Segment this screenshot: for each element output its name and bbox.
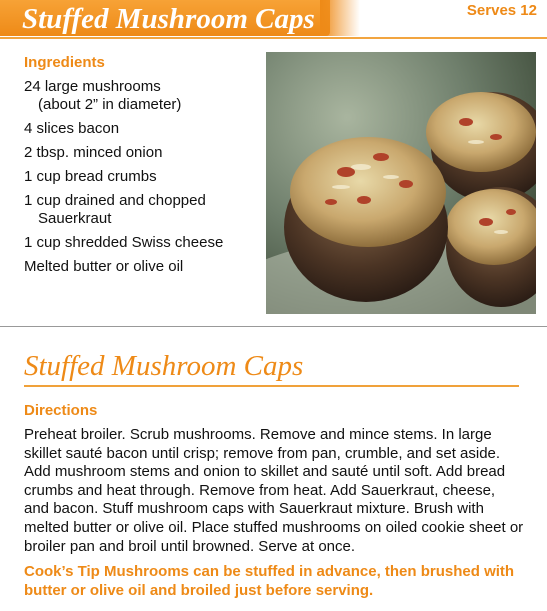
ingredient-item [24, 168, 254, 186]
ingredient-text: Melted butter or olive oil [24, 258, 184, 275]
ingredient-text: 1 cup bread crumbs [24, 168, 157, 185]
serves-label: Serves 12 [466, 2, 537, 19]
ingredient-text: 1 cup drained and chopped [24, 192, 206, 209]
directions-title: Stuffed Mushroom Caps [24, 350, 304, 382]
ingredient-text: 1 cup shredded Swiss cheese [24, 234, 224, 251]
ingredient-item [24, 192, 254, 228]
ingredient-item [24, 78, 254, 114]
ingredient-item [24, 144, 254, 162]
ingredients-list [24, 78, 254, 282]
ingredient-item [24, 234, 254, 252]
banner-rule [0, 37, 547, 39]
ingredient-text: 24 large mushrooms [24, 78, 161, 95]
ingredient-note: Sauerkraut [38, 210, 112, 227]
header-banner [0, 0, 547, 44]
section-divider [0, 326, 547, 327]
ingredient-text: 4 slices bacon [24, 120, 120, 137]
ingredient-text: 2 tbsp. minced onion [24, 144, 163, 161]
banner-fade [320, 0, 360, 36]
page-title: Stuffed Mushroom Caps [22, 3, 315, 35]
directions-heading: Directions [24, 402, 98, 419]
ingredient-item [24, 120, 254, 138]
ingredients-heading: Ingredients [24, 54, 105, 71]
ingredient-note: (about 2” in diameter) [38, 96, 182, 113]
stuffed-mushrooms-photo [266, 52, 536, 314]
ingredient-item [24, 258, 254, 276]
directions-text: Preheat broiler. Scrub mushrooms. Remove and mince stems. In large skillet sauté bacon until crisp; remove from pan, crumble, and set aside. Add mushroom stems and onion to skillet and sauté until soft. Add bread crumbs and heat through. Remove from heat. Add Sauerkraut, cheese, and bacon. Stuff mushroom caps with Sauerkraut mixture. Brush with melted butter or olive oil. Place stuffed mushrooms on oiled cookie sheet or broiler pan and broil until browned. Serve at once. [24, 426, 524, 555]
title-rule [24, 385, 519, 387]
cooks-tip: Cook’s Tip Mushrooms can be stuffed in advance, then brushed with butter or olive oil and broiled just before serving. [24, 563, 515, 599]
